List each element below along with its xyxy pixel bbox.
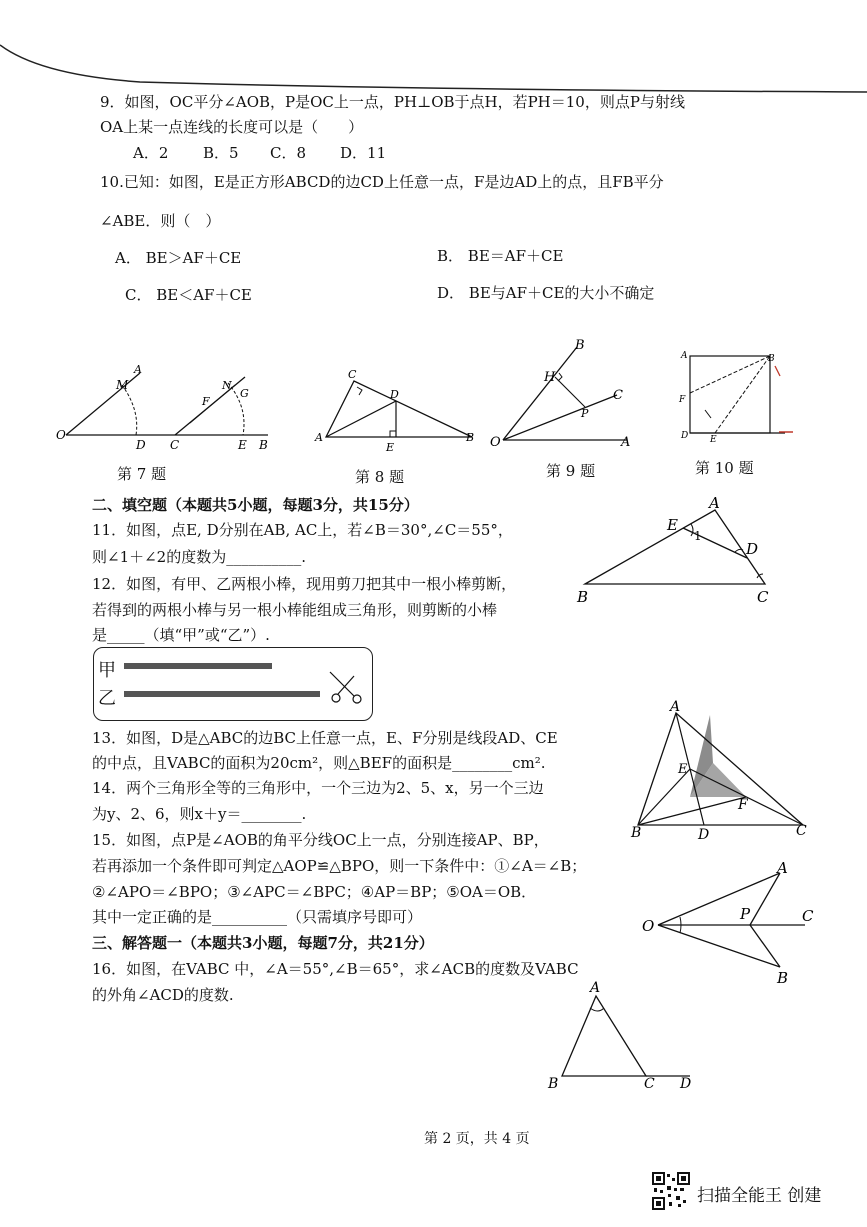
fig10-label-d: D — [681, 431, 689, 441]
fig10-label-a: A — [681, 351, 688, 361]
fig9-label-a: A — [621, 435, 631, 450]
q11-fig-label-e: E — [667, 516, 678, 534]
q14-line2: 为y、2、6，则x＋y＝________. — [92, 805, 307, 823]
fig8-label-d: D — [390, 388, 399, 401]
q15-line3: ②∠APO＝∠BPO；③∠APC＝∠BPC；④AP＝BP；⑤OA＝OB． — [92, 883, 537, 901]
stick-yi — [124, 691, 320, 697]
q12-line1: 12．如图，有甲、乙两根小棒，现用剪刀把其中一根小棒剪断， — [92, 575, 517, 593]
q12-sticks-box — [93, 647, 373, 721]
q13-line1: 13．如图，D是△ABC的边BC上任意一点，E、F分别是线段AD、CE — [92, 729, 558, 747]
q13-fig-label-c: C — [796, 823, 807, 839]
section-3-title: 三、解答题一（本题共3小题，每题7分，共21分） — [92, 934, 434, 952]
q9-line1: 9．如图，OC平分∠AOB，P是OC上一点，PH⊥OB于点H，若PH＝10，则点P与射线 — [100, 93, 685, 111]
q16-fig-label-c: C — [644, 1076, 655, 1092]
q13-fig-label-f: F — [738, 797, 748, 813]
q15-fig-label-o: O — [642, 917, 655, 935]
stick-label-jia: 甲 — [98, 660, 116, 681]
fig9-label-b: B — [575, 338, 585, 353]
q16-fig-label-b: B — [548, 1076, 559, 1092]
q11-line2: 则∠1＋∠2的度数为__________. — [92, 548, 306, 566]
q15-line2: 若再添加一个条件即可判定△AOP≌△BPO，则一下条件中：①∠A＝∠B； — [92, 857, 587, 875]
q9-option-c: C．8 — [270, 144, 307, 162]
fig9-label-o: O — [490, 435, 501, 450]
stick-label-yi: 乙 — [98, 688, 116, 709]
fig8-label-e: E — [386, 441, 395, 454]
fig7-label-m: M — [116, 378, 129, 392]
q9-option-a: A．2 — [133, 144, 169, 162]
q10-line1: 10.已知：如图，E是正方形ABCD的边CD上任意一点，F是边AD上的点，且FB平分 — [100, 173, 664, 191]
q11-fig-label-d: D — [746, 540, 759, 558]
q9-line2: OA上某一点连线的长度可以是（ ） — [100, 118, 364, 136]
q15-fig-label-b: B — [777, 969, 789, 987]
q16-line2: 的外角∠ACD的度数. — [92, 986, 234, 1004]
figure-7 — [50, 355, 275, 455]
q10-option-d: D． BE与AF＋CE的大小不确定 — [437, 284, 655, 302]
q16-figure — [540, 978, 700, 1093]
q13-fig-label-d: D — [698, 827, 710, 843]
q11-fig-label-a: A — [709, 494, 720, 512]
q11-fig-label-c: C — [757, 588, 769, 606]
watermark-text: 扫描全能王 创建 — [697, 1186, 822, 1206]
page-curl-decoration — [0, 0, 867, 100]
q12-line3: 是_____（填“甲”或“乙”）. — [92, 626, 270, 644]
q10-option-a: A． BE＞AF＋CE — [115, 249, 242, 267]
fig8-label-b: B — [466, 431, 475, 444]
q16-line1: 16．如图，在VABC 中，∠A＝55°,∠B＝65°，求∠ACB的度数及VABC — [92, 960, 579, 978]
q13-fig-label-e: E — [678, 762, 688, 777]
q11-fig-label-1: 1 — [694, 529, 702, 543]
q15-line1: 15．如图，点P是∠AOB的角平分线OC上一点，分别连接AP、BP， — [92, 831, 549, 849]
q11-line1: 11．如图，点E, D分别在AB, AC上，若∠B＝30°,∠C＝55°， — [92, 521, 513, 539]
figure-10-caption: 第 10 题 — [695, 459, 754, 477]
fig8-label-a: A — [315, 431, 323, 444]
fig7-label-b: B — [259, 438, 268, 452]
q15-fig-label-p: P — [740, 905, 751, 923]
q9-option-b: B．5 — [203, 144, 239, 162]
q14-line1: 14．两个三角形全等的三角形中，一个三边为2、5、x，另一个三边 — [92, 779, 544, 797]
q10-line2: ∠ABE．则（ ） — [100, 212, 221, 230]
fig7-label-e: E — [238, 438, 247, 452]
fig7-label-g: G — [240, 387, 249, 400]
stick-jia — [124, 663, 272, 669]
scissors-icon — [326, 668, 366, 708]
q15-figure — [640, 855, 825, 990]
q13-fig-label-b: B — [631, 825, 642, 841]
fig10-label-e: E — [710, 435, 717, 445]
fig7-label-o: O — [56, 428, 66, 442]
figure-8 — [310, 365, 480, 455]
fig10-label-b: B — [768, 354, 775, 364]
qr-code-icon — [652, 1172, 690, 1210]
fig9-label-p: P — [581, 407, 589, 420]
fig7-label-n: N — [222, 379, 232, 392]
figure-10 — [675, 348, 800, 448]
page-number: 第 2 页，共 4 页 — [424, 1131, 530, 1147]
section-2-title: 二、填空题（本题共5小题，每题3分，共15分） — [92, 496, 419, 514]
fig9-label-h: H — [544, 370, 556, 385]
figure-9 — [485, 335, 640, 455]
q16-fig-label-d: D — [680, 1076, 692, 1092]
fig7-label-a: A — [134, 363, 142, 376]
q12-line2: 若得到的两根小棒与另一根小棒能组成三角形，则剪断的小棒 — [92, 601, 498, 619]
fig10-label-f: F — [679, 395, 686, 405]
q13-fig-label-a: A — [670, 699, 681, 715]
fig9-label-c: C — [613, 388, 623, 403]
q11-fig-label-b: B — [577, 588, 589, 606]
fig8-label-c: C — [348, 368, 357, 381]
q10-option-b: B． BE＝AF＋CE — [437, 247, 564, 265]
q10-option-c: C． BE＜AF＋CE — [125, 286, 252, 304]
fig7-label-c: C — [170, 438, 180, 452]
fig7-label-f: F — [202, 395, 210, 408]
fig7-label-d: D — [136, 438, 146, 452]
q9-option-d: D．11 — [340, 144, 387, 162]
q15-fig-label-c: C — [802, 907, 814, 925]
q13-figure — [628, 695, 818, 845]
figure-9-caption: 第 9 题 — [546, 462, 596, 480]
figure-8-caption: 第 8 题 — [355, 468, 405, 486]
q11-figure — [575, 492, 780, 610]
q15-line4: 其中一定正确的是__________（只需填序号即可） — [92, 908, 423, 926]
q13-line2: 的中点，且VABC的面积为20cm²，则△BEF的面积是________cm². — [92, 754, 546, 772]
q16-fig-label-a: A — [590, 980, 601, 996]
figure-7-caption: 第 7 题 — [117, 465, 167, 483]
q15-fig-label-a: A — [777, 859, 788, 877]
